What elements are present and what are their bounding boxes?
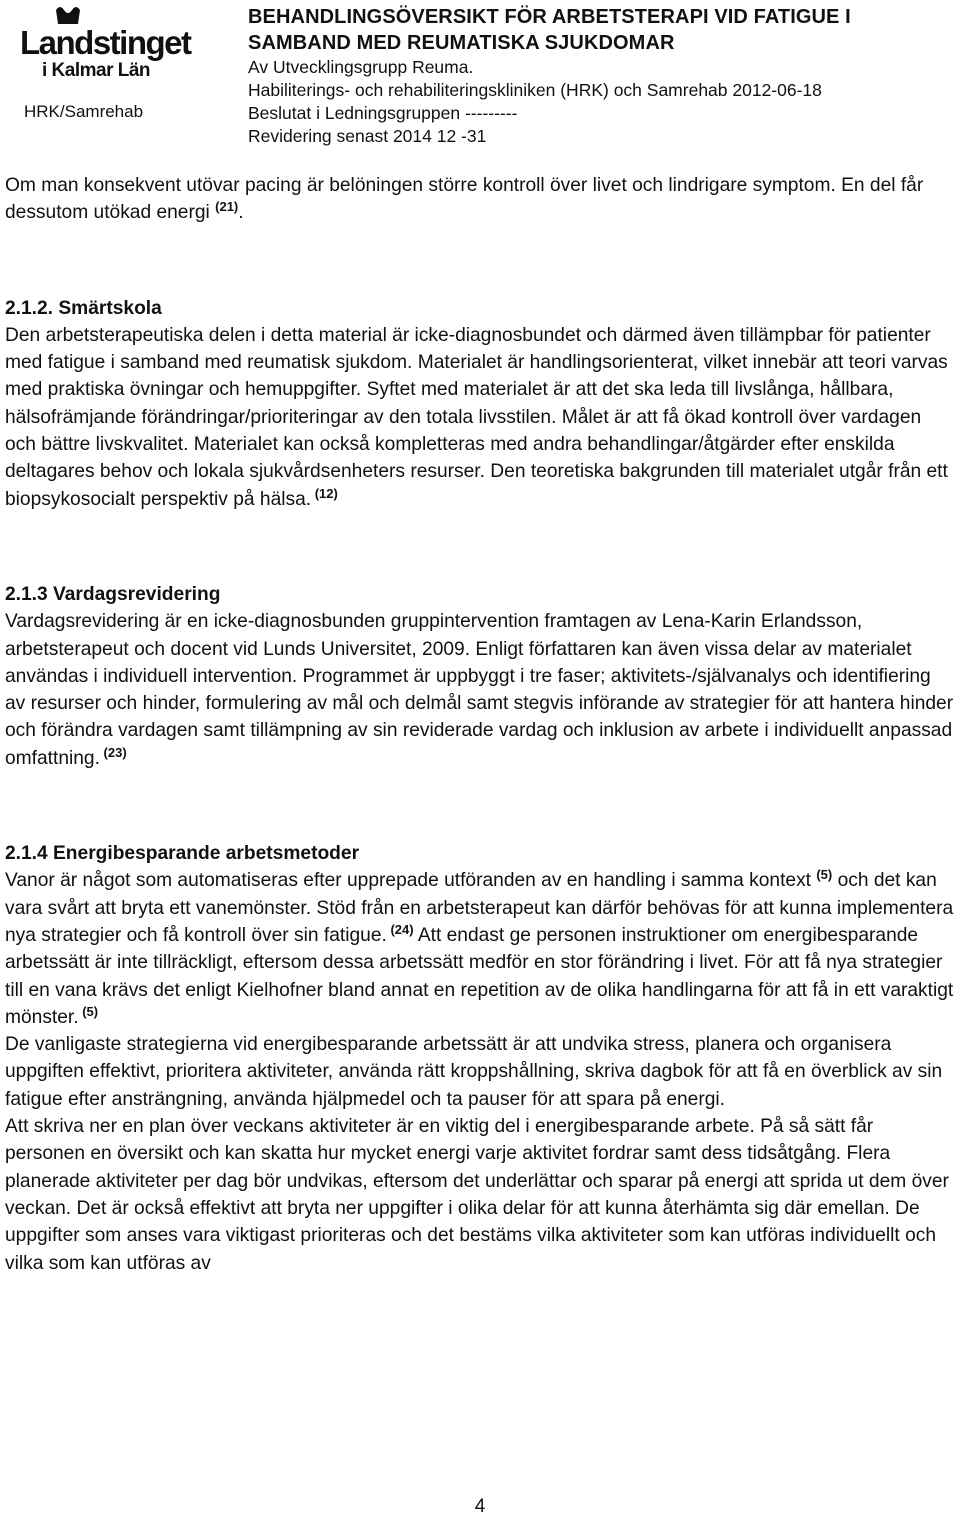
document-title-line1: BEHANDLINGSÖVERSIKT FÖR ARBETSTERAPI VID FATIGUE I [248, 6, 851, 28]
section-paragraph-smartskola [5, 322, 955, 513]
section-heading-smartskola: 2.1.2. Smärtskola [5, 297, 162, 319]
logo-wordmark-line2: i Kalmar Län [42, 60, 151, 76]
meta-revision: Revidering senast 2014 12 -31 [248, 126, 487, 146]
section-heading-energibesparande: 2.1.4 Energibesparande arbetsmetoder [5, 843, 360, 865]
reference-23: (23) [99, 744, 127, 760]
logo-wordmark-line1: Landstinget [20, 24, 191, 61]
meta-author: Av Utvecklingsgrupp Reuma. [248, 57, 474, 77]
meta-clinic-date: Habiliterings- och rehabiliteringskliniken (HRK) och Samrehab 2012-06-18 [248, 80, 822, 100]
section-paragraph-energi-2: De vanligaste strategierna vid energibesparande arbetssätt är att undvika stress, planera och organisera uppgiften effektivt, prioritera aktiviteter, använda rätt kroppshållning, skriva dagbok för att få en överblick av sin fatigue efter ansträngning, använda hjälpmedel och ta pauser för att spara på energi. [5, 1034, 943, 1110]
paragraph-text: och det kan vara svårt att bryta ett vanemönster. Stöd från en arbetsterapeut kan därför behövas för att kunna implementera nya strategier och få kontroll över sin fatigue. [5, 870, 954, 946]
page-number: 4 [474, 1496, 486, 1517]
section-heading-vardagsrevidering: 2.1.3 Vardagsrevidering [5, 583, 221, 605]
section-paragraph-energi-3: Att skriva ner en plan över veckans aktiviteter är en viktig del i energibesparande arbete. På så sätt får personen en översikt och kan skatta hur mycket energi varje aktivitet fordrar samt dess tidsåtgång. Flera planerade aktiviteter per dag bör undvikas, eftersom det underlättar och sparar på energi att sprida ut dem över veckan. Det är också effektivt att bryta ner uppgifter i olika delar för att kunna återhämta sig där emellan. De uppgifter som anses vara viktigast prioriteras och det bestäms vilka aktiviteter som kan utföras individuellt och vilka som kan utföras av [5, 1116, 949, 1274]
landstinget-logo-graphic [20, 6, 220, 76]
reference-24: (24) [386, 921, 414, 937]
spacer [5, 772, 955, 840]
intro-text-end: . [238, 202, 244, 224]
reference-5: (5) [78, 1003, 99, 1019]
document-meta [248, 4, 958, 148]
reference-5: (5) [816, 867, 833, 883]
paragraph-text: Vardagsrevidering är en icke-diagnosbunden gruppintervention framtagen av Lena-Karin Erlandsson, arbetsterapeut och docent vid Lunds Universitet, 2009. Enligt författaren kan även vissa delar av materialet användas i individuell intervention. Programmet är uppbyggt i tre faser; aktivitets-/självanalys och identifiering av resurser och hinder, formulering av mål och delmål samt stegvis införande av strategier för att hantera hinder och förändra vardagen samt tillämpning av sin reviderade vardag och inklusion av arbete i individuellt anpassad omfattning. [5, 611, 954, 769]
document-body [5, 172, 955, 1277]
section-paragraph-energi-1 [5, 867, 955, 1031]
org-subtitle: HRK/Samrehab [24, 102, 144, 121]
intro-paragraph [5, 172, 955, 227]
page-header [0, 0, 960, 160]
section-paragraph-vardagsrevidering [5, 608, 955, 772]
reference-21: (21) [215, 199, 239, 215]
document-title-line2: SAMBAND MED REUMATISKA SJUKDOMAR [248, 32, 675, 54]
paragraph-text: Den arbetsterapeutiska delen i detta material är icke-diagnosbundet och därmed även tillämpbar för patienter med fatigue i samband med reumatisk sjukdom. Materialet är handlingsorienterat, vilket innebär att teori varvas med praktiska övningar och hemuppgifter. Syftet med materialet är att det ska leda till livslånga, hållbara, hälsofrämjande förändringar/prioriteringar av den totala livsstilen. Målet är att få ökad kontroll över vardagen och bättre livskvalitet. Materialet kan också kompletteras med andra behandlingar/åtgärder efter enskilda deltagares behov och lokala sjukvårdsenheters resurser. Den teoretiska bakgrunden till materialet utgår från ett biopsykosocialt perspektiv på hälsa. [5, 324, 948, 510]
intro-text: Om man konsekvent utövar pacing är belöningen större kontroll över livet och lindrigare symptom. En del får dessutom utökad energi [5, 175, 924, 224]
spacer [5, 227, 955, 295]
paragraph-text: Att endast ge personen instruktioner om energibesparande arbetssätt är inte tillräckligt, eftersom dessa arbetssätt medför en stor förändring i livet. För att få nya strategier till en vana krävs det enligt Kielhofner bland annat en repetition av de olika handlingarna för att få in ett varaktigt mönster. [5, 924, 954, 1028]
spacer [5, 513, 955, 581]
paragraph-text: Vanor är något som automatiseras efter upprepade utföranden av en handling i samma kontext [5, 870, 817, 892]
reference-12: (12) [311, 485, 338, 501]
crown-mark [56, 7, 80, 24]
meta-decision: Beslutat i Ledningsgruppen --------- [248, 103, 518, 123]
